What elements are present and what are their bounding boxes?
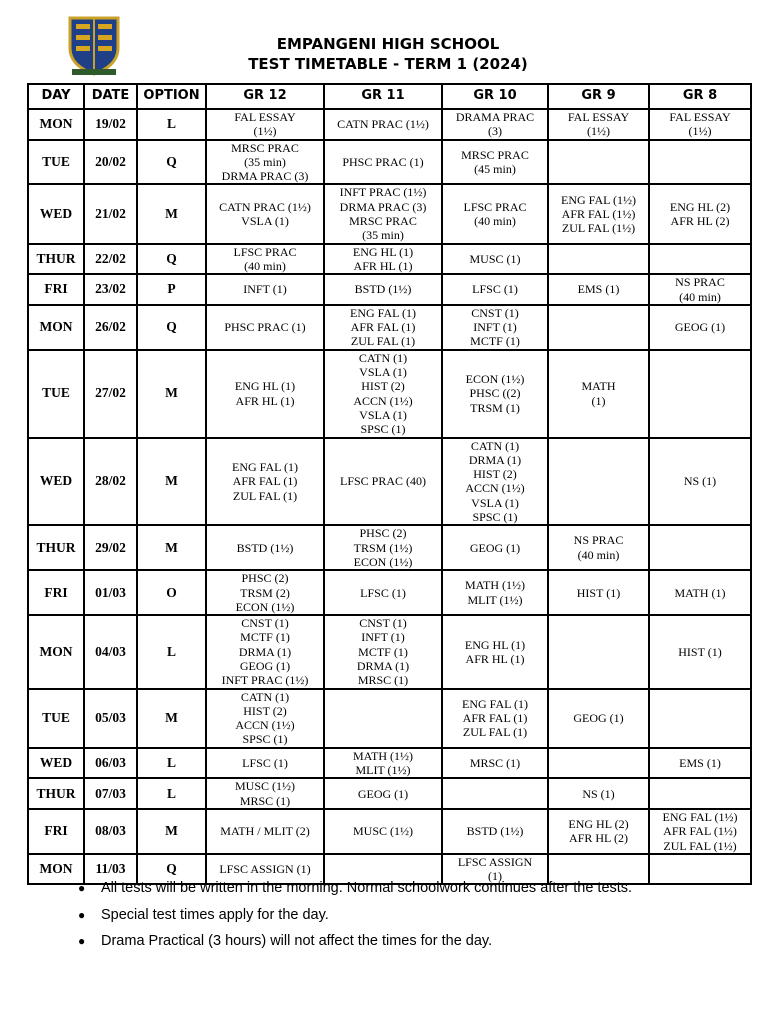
gr8-cell: [649, 350, 751, 438]
day-cell: FRI: [28, 570, 84, 615]
gr8-cell: GEOG (1): [649, 305, 751, 350]
col-header-date: DATE: [84, 84, 137, 109]
gr12-cell: FAL ESSAY (1½): [206, 109, 324, 140]
col-header-gr12: GR 12: [206, 84, 324, 109]
note-item: [78, 880, 758, 907]
option-cell: Q: [137, 140, 206, 185]
date-cell: 07/03: [84, 778, 137, 809]
gr8-cell: NS PRAC (40 min): [649, 274, 751, 305]
col-header-gr8: GR 8: [649, 84, 751, 109]
day-cell: MON: [28, 109, 84, 140]
gr12-cell: ENG FAL (1) AFR FAL (1) ZUL FAL (1): [206, 438, 324, 526]
col-header-gr10: GR 10: [442, 84, 548, 109]
gr9-cell: [548, 140, 649, 185]
gr10-cell: MUSC (1): [442, 244, 548, 275]
gr8-cell: ENG HL (2) AFR HL (2): [649, 184, 751, 243]
gr9-cell: NS (1): [548, 778, 649, 809]
gr11-cell: PHSC (2) TRSM (1½) ECON (1½): [324, 525, 442, 570]
table-row: [28, 748, 751, 779]
gr10-cell: [442, 778, 548, 809]
gr11-cell: MATH (1½) MLIT (1½): [324, 748, 442, 779]
gr9-cell: [548, 438, 649, 526]
gr11-cell: MUSC (1½): [324, 809, 442, 854]
date-cell: 20/02: [84, 140, 137, 185]
day-cell: THUR: [28, 525, 84, 570]
gr9-cell: MATH (1): [548, 350, 649, 438]
gr11-cell: CNST (1) INFT (1) MCTF (1) DRMA (1) MRSC (1): [324, 615, 442, 688]
gr10-cell: DRAMA PRAC (3): [442, 109, 548, 140]
date-cell: 01/03: [84, 570, 137, 615]
day-cell: FRI: [28, 274, 84, 305]
gr12-cell: INFT (1): [206, 274, 324, 305]
note-text: All tests will be written in the morning. Normal schoolwork continues after the tests.: [101, 880, 633, 896]
note-item: [78, 933, 758, 960]
gr11-cell: ENG HL (1) AFR HL (1): [324, 244, 442, 275]
gr8-cell: [649, 140, 751, 185]
table-row: [28, 615, 751, 688]
gr12-cell: LFSC (1): [206, 748, 324, 779]
date-cell: 27/02: [84, 350, 137, 438]
date-cell: 23/02: [84, 274, 137, 305]
option-cell: M: [137, 525, 206, 570]
date-cell: 21/02: [84, 184, 137, 243]
gr11-cell: [324, 689, 442, 748]
date-cell: 28/02: [84, 438, 137, 526]
gr12-cell: CATN (1) HIST (2) ACCN (1½) SPSC (1): [206, 689, 324, 748]
gr9-cell: NS PRAC (40 min): [548, 525, 649, 570]
table-row: [28, 350, 751, 438]
test-timetable: [27, 83, 752, 885]
table-row: [28, 305, 751, 350]
gr11-cell: LFSC (1): [324, 570, 442, 615]
note-item: [78, 907, 758, 934]
option-cell: M: [137, 689, 206, 748]
date-cell: 04/03: [84, 615, 137, 688]
gr12-cell: LFSC ASSIGN (1): [206, 854, 324, 885]
gr10-cell: ENG HL (1) AFR HL (1): [442, 615, 548, 688]
date-cell: 11/03: [84, 854, 137, 885]
date-cell: 26/02: [84, 305, 137, 350]
gr9-cell: HIST (1): [548, 570, 649, 615]
gr12-cell: PHSC (2) TRSM (2) ECON (1½): [206, 570, 324, 615]
gr12-cell: CNST (1) MCTF (1) DRMA (1) GEOG (1) INFT PRAC (1½): [206, 615, 324, 688]
gr12-cell: MRSC PRAC (35 min) DRMA PRAC (3): [206, 140, 324, 185]
header-row: [28, 84, 751, 109]
date-cell: 06/03: [84, 748, 137, 779]
gr9-cell: ENG FAL (1½) AFR FAL (1½) ZUL FAL (1½): [548, 184, 649, 243]
date-cell: 19/02: [84, 109, 137, 140]
bullet-icon: ●: [78, 907, 86, 922]
option-cell: L: [137, 778, 206, 809]
option-cell: M: [137, 184, 206, 243]
option-cell: Q: [137, 305, 206, 350]
note-text: Special test times apply for the day.: [101, 906, 329, 923]
date-cell: 05/03: [84, 689, 137, 748]
gr9-cell: ENG HL (2) AFR HL (2): [548, 809, 649, 854]
gr8-cell: ENG FAL (1½) AFR FAL (1½) ZUL FAL (1½): [649, 809, 751, 854]
gr11-cell: LFSC PRAC (40): [324, 438, 442, 526]
gr8-cell: [649, 778, 751, 809]
gr12-cell: PHSC PRAC (1): [206, 305, 324, 350]
col-header-option: OPTION: [137, 84, 206, 109]
note-text: Drama Practical (3 hours) will not affect the times for the day.: [101, 933, 493, 949]
table-row: [28, 184, 751, 243]
header: [0, 34, 768, 74]
col-header-day: DAY: [28, 84, 84, 109]
gr12-cell: BSTD (1½): [206, 525, 324, 570]
table-row: [28, 809, 751, 854]
gr8-cell: MATH (1): [649, 570, 751, 615]
option-cell: O: [137, 570, 206, 615]
gr10-cell: ECON (1½) PHSC ((2) TRSM (1): [442, 350, 548, 438]
bullet-icon: ●: [78, 881, 86, 895]
option-cell: L: [137, 615, 206, 688]
gr9-cell: FAL ESSAY (1½): [548, 109, 649, 140]
table-row: [28, 525, 751, 570]
day-cell: TUE: [28, 140, 84, 185]
day-cell: MON: [28, 305, 84, 350]
gr11-cell: ENG FAL (1) AFR FAL (1) ZUL FAL (1): [324, 305, 442, 350]
table-row: [28, 778, 751, 809]
bullet-icon: ●: [78, 934, 86, 948]
gr12-cell: ENG HL (1) AFR HL (1): [206, 350, 324, 438]
option-cell: P: [137, 274, 206, 305]
gr10-cell: CATN (1) DRMA (1) HIST (2) ACCN (1½) VSLA (1) SPSC (1): [442, 438, 548, 526]
gr10-cell: BSTD (1½): [442, 809, 548, 854]
option-cell: M: [137, 438, 206, 526]
gr10-cell: LFSC ASSIGN (1): [442, 854, 548, 885]
day-cell: WED: [28, 748, 84, 779]
gr11-cell: CATN (1) VSLA (1) HIST (2) ACCN (1½) VSLA (1) SPSC (1): [324, 350, 442, 438]
gr8-cell: [649, 689, 751, 748]
gr9-cell: [548, 615, 649, 688]
gr11-cell: INFT PRAC (1½) DRMA PRAC (3) MRSC PRAC (35 min): [324, 184, 442, 243]
table-row: [28, 689, 751, 748]
option-cell: L: [137, 748, 206, 779]
gr8-cell: [649, 244, 751, 275]
gr12-cell: CATN PRAC (1½) VSLA (1): [206, 184, 324, 243]
table-row: [28, 570, 751, 615]
gr10-cell: LFSC PRAC (40 min): [442, 184, 548, 243]
table-row: [28, 109, 751, 140]
gr11-cell: GEOG (1): [324, 778, 442, 809]
timetable-title: TEST TIMETABLE - TERM 1 (2024): [248, 55, 528, 73]
day-cell: TUE: [28, 350, 84, 438]
gr12-cell: LFSC PRAC (40 min): [206, 244, 324, 275]
table-row: [28, 140, 751, 185]
option-cell: Q: [137, 244, 206, 275]
table-row: [28, 244, 751, 275]
gr10-cell: MATH (1½) MLIT (1½): [442, 570, 548, 615]
gr9-cell: [548, 244, 649, 275]
table-row: [28, 438, 751, 526]
notes-list: [78, 880, 758, 960]
option-cell: M: [137, 350, 206, 438]
gr10-cell: LFSC (1): [442, 274, 548, 305]
day-cell: MON: [28, 615, 84, 688]
option-cell: L: [137, 109, 206, 140]
gr9-cell: GEOG (1): [548, 689, 649, 748]
table-row: [28, 274, 751, 305]
day-cell: TUE: [28, 689, 84, 748]
col-header-gr11: GR 11: [324, 84, 442, 109]
gr9-cell: EMS (1): [548, 274, 649, 305]
option-cell: M: [137, 809, 206, 854]
gr8-cell: HIST (1): [649, 615, 751, 688]
option-cell: Q: [137, 854, 206, 885]
day-cell: THUR: [28, 244, 84, 275]
gr10-cell: CNST (1) INFT (1) MCTF (1): [442, 305, 548, 350]
gr9-cell: [548, 305, 649, 350]
gr10-cell: MRSC (1): [442, 748, 548, 779]
gr12-cell: MUSC (1½) MRSC (1): [206, 778, 324, 809]
day-cell: WED: [28, 184, 84, 243]
day-cell: FRI: [28, 809, 84, 854]
date-cell: 08/03: [84, 809, 137, 854]
gr10-cell: MRSC PRAC (45 min): [442, 140, 548, 185]
gr11-cell: BSTD (1½): [324, 274, 442, 305]
day-cell: MON: [28, 854, 84, 885]
col-header-gr9: GR 9: [548, 84, 649, 109]
day-cell: THUR: [28, 778, 84, 809]
gr9-cell: [548, 748, 649, 779]
gr8-cell: FAL ESSAY (1½): [649, 109, 751, 140]
gr11-cell: PHSC PRAC (1): [324, 140, 442, 185]
day-cell: WED: [28, 438, 84, 526]
date-cell: 22/02: [84, 244, 137, 275]
gr12-cell: MATH / MLIT (2): [206, 809, 324, 854]
gr8-cell: EMS (1): [649, 748, 751, 779]
school-name: EMPANGENI HIGH SCHOOL: [276, 35, 500, 53]
gr8-cell: NS (1): [649, 438, 751, 526]
gr10-cell: GEOG (1): [442, 525, 548, 570]
gr8-cell: [649, 525, 751, 570]
gr11-cell: CATN PRAC (1½): [324, 109, 442, 140]
date-cell: 29/02: [84, 525, 137, 570]
gr10-cell: ENG FAL (1) AFR FAL (1) ZUL FAL (1): [442, 689, 548, 748]
